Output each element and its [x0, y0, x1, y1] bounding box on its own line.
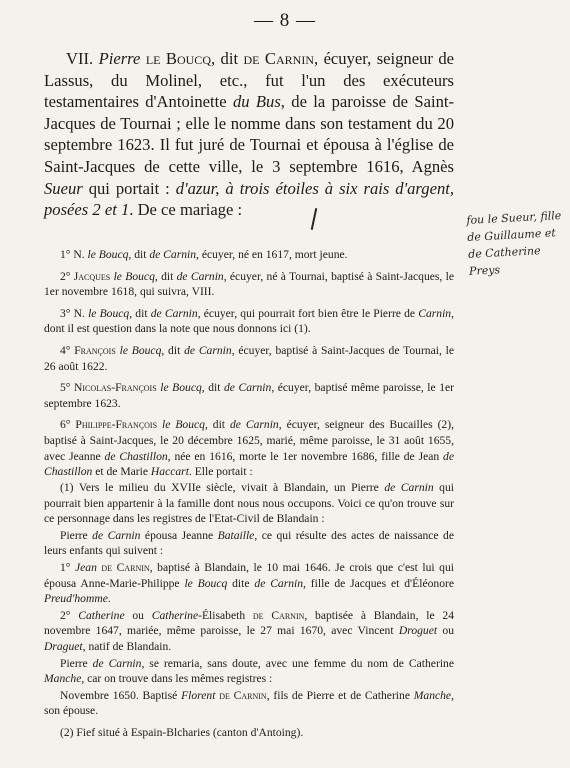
main-text: VII. Pierre le Boucq, dit de Carnin, écuyer, seigneur de Lassus, du Molinel, etc., fut l'un des exécuteurs testamentaires d'Antoinette du Bus, de la paroisse de Saint-Jacques de Tournai ; elle le nomme dans son testament du 20 septembre 1623. Il fut juré de Tournai et épousa à l'église de Saint-Jacques de cette ville, le 3 septembre 1616, Agnès Sueur qui portait : d'azur, à trois étoiles à six rais d'argent, posées 2 et 1. De ce mariage : [44, 49, 455, 220]
person-name: Pierre [98, 49, 141, 68]
footnote-paragraph: 2° Catherine ou Catherine-Élisabeth de Carnin, baptisée à Blandain, le 24 novembre 1647, mariée, même paroisse, le 27 mai 1670, avec Vincent Droguet ou Draguet, natif de Blandain. [44, 608, 454, 653]
list-item: 5° Nicolas-François le Boucq, dit de Carnin, écuyer, baptisé même paroisse, le 1er septembre 1623. [44, 381, 455, 410]
page-number: — 8 — [254, 10, 316, 31]
list-item: 6° Philippe-François le Boucq, dit de Carnin, écuyer, seigneur des Bucailles (2), baptisé à Saint-Jacques, le 20 décembre 1625, marié, même paroisse, le 31 août 1655, avec Jeanne de Chastillon, née en 1616, morte le 1er novembre 1686, fille de Jean de Chastillon et de Marie Haccart. Elle portait : [44, 418, 454, 479]
heraldry-blazon: d'azur, à trois étoiles à six rais d'argent, posées 2 et 1 [44, 178, 454, 220]
list-item: 1° N. le Boucq, dit de Carnin, écuyer, né en 1617, mort jeune. [60, 248, 348, 261]
surname: de Carnin [243, 49, 314, 68]
footnote-2: (2) Fief situé à Espain-Blcharies (canton d'Antoing). [60, 725, 304, 739]
surname: Sueur [44, 178, 83, 198]
main-paragraph [44, 48, 454, 221]
children-list [44, 247, 454, 486]
surname: le Boucq [145, 49, 211, 68]
footnote-paragraph: Pierre de Carnin, se remaria, sans doute, avec une femme du nom de Catherine Manche, car on trouve dans les mêmes registres : [44, 656, 454, 686]
list-item: 3° N. le Boucq, dit de Carnin, écuyer, qui pourrait fort bien être le Pierre de Carnin, dont il est question dans la note que nous donnons ici (1). [44, 306, 455, 336]
footnote-paragraph: Novembre 1650. Baptisé Florent de Carnin, fils de Pierre et de Catherine Manche, son épouse. [44, 688, 454, 718]
footnote-paragraph: Pierre de Carnin épousa Jeanne Bataille, ce qui résulte des actes de naissance de leurs enfants qui suivent : [44, 528, 454, 558]
list-item: 2° Jacques le Boucq, dit de Carnin, écuyer, né à Tournai, baptisé à Saint-Jacques, le 1er novembre 1618, qui suivra, VIII. [44, 269, 454, 299]
footnotes [44, 480, 454, 742]
list-item: 4° François le Boucq, dit de Carnin, écuyer, baptisé à Saint-Jacques de Tournai, le 26 août 1622. [44, 343, 455, 373]
surname: du Bus [232, 92, 281, 112]
footnote-1: (1) Vers le milieu du XVIIe siècle, vivait à Blandain, un Pierre de Carnin qui pourrait bien appartenir à la famille dont nous nous occupons. Voici ce qu'on trouve sur ce personnage dans les registres de l'Etat-Civil de Blandain : [44, 481, 454, 526]
handwritten-marginal-note: fou le Sueur, fille de Guillaume et de Catherine Preys [466, 209, 562, 278]
footnote-paragraph: 1° Jean de Carnin, baptisé à Blandain, le 10 mai 1646. Je crois que c'est lui qui épousa Anne-Marie-Philippe le Boucq dite de Carnin, fille de Jacques et d'Éléonore Preud'homme. [44, 560, 454, 606]
